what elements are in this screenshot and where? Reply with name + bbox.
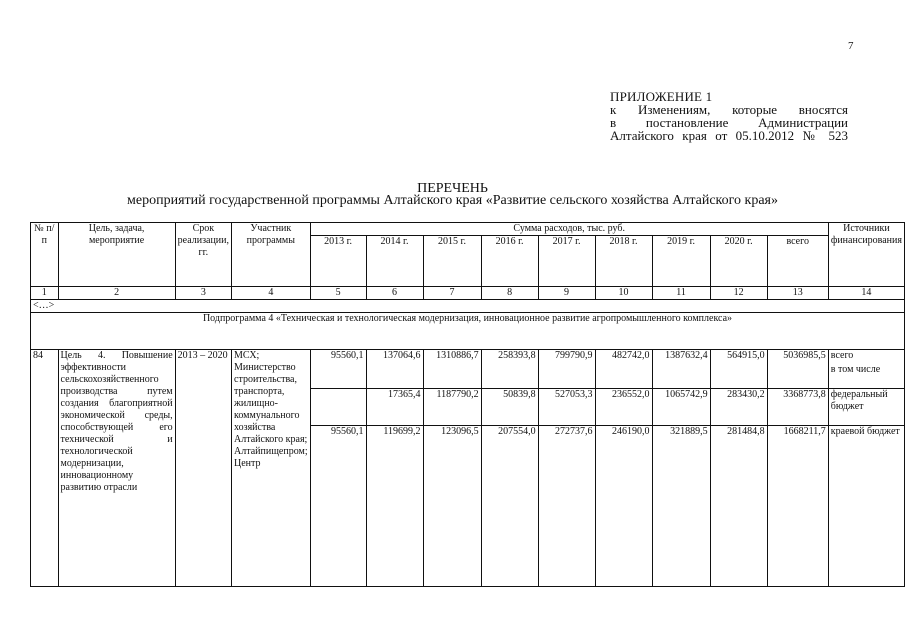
header-expenses: Сумма расходов, тыс. руб. (310, 223, 828, 236)
header-year: 2014 г. (366, 236, 423, 287)
value-cell: 207554,0 (481, 426, 538, 587)
value-cell: 1310886,7 (423, 350, 481, 365)
source-cell: всего (828, 350, 904, 365)
source-cell: федеральный бюджет (828, 389, 904, 426)
header-sources: Источники финансирования (828, 223, 904, 287)
value-cell: 95560,1 (310, 350, 366, 365)
column-number: 2 (58, 287, 175, 300)
value-cell: 799790,9 (538, 350, 595, 365)
header-year: 2013 г. (310, 236, 366, 287)
column-number: 9 (538, 287, 595, 300)
row-number: 84 (31, 350, 59, 587)
value-cell: 1387632,4 (652, 350, 710, 365)
value-cell: 123096,5 (423, 426, 481, 587)
value-cell: 246190,0 (595, 426, 652, 587)
header-participants: Участник программы (232, 223, 311, 287)
value-cell: 564915,0 (710, 350, 767, 365)
value-cell (423, 364, 481, 389)
value-cell: 17365,4 (366, 389, 423, 426)
header-row (31, 223, 905, 236)
value-cell: 527053,3 (538, 389, 595, 426)
column-number: 4 (232, 287, 311, 300)
header-num: № п/п (31, 223, 59, 287)
value-cell: 321889,5 (652, 426, 710, 587)
value-cell (767, 364, 828, 389)
row-participants: МСХ; Министерство строительства, транспорта, жилищно-коммунального хозяйства Алтайского края; Алтайпищепром; Центр (232, 350, 311, 587)
value-cell: 119699,2 (366, 426, 423, 587)
header-year: 2019 г. (652, 236, 710, 287)
table-row (31, 350, 905, 365)
value-cell (652, 364, 710, 389)
column-numbers-row (31, 287, 905, 300)
header-total: всего (767, 236, 828, 287)
column-number: 3 (175, 287, 231, 300)
header-year: 2016 г. (481, 236, 538, 287)
subprogram-title: Подпрограмма 4 «Техническая и технологическая модернизация, инновационное развитие агропромышленного комплекса» (31, 313, 905, 350)
ellipsis-marker: <…> (31, 300, 905, 313)
document-title: ПЕРЕЧЕНЬ (417, 181, 488, 196)
appendix-line: в постановление Администрации (610, 115, 848, 130)
column-number: 8 (481, 287, 538, 300)
value-cell: 236552,0 (595, 389, 652, 426)
value-cell (538, 364, 595, 389)
value-cell: 482742,0 (595, 350, 652, 365)
value-cell: 137064,6 (366, 350, 423, 365)
value-cell (481, 364, 538, 389)
value-cell (710, 364, 767, 389)
header-goal: Цель, задача, мероприятие (58, 223, 175, 287)
appendix-line: к Изменениям, которые вносятся (610, 102, 848, 117)
value-cell: 283430,2 (710, 389, 767, 426)
column-number: 6 (366, 287, 423, 300)
value-cell: 1065742,9 (652, 389, 710, 426)
value-cell: 1668211,7 (767, 426, 828, 587)
value-cell: 272737,6 (538, 426, 595, 587)
appendix-block (610, 90, 848, 142)
header-year: 2017 г. (538, 236, 595, 287)
value-cell: 1187790,2 (423, 389, 481, 426)
header-year: 2020 г. (710, 236, 767, 287)
value-cell (310, 364, 366, 389)
value-cell: 3368773,8 (767, 389, 828, 426)
column-number: 14 (828, 287, 904, 300)
appendix-title: ПРИЛОЖЕНИЕ 1 (610, 89, 713, 104)
value-cell: 95560,1 (310, 426, 366, 587)
value-cell (595, 364, 652, 389)
row-goal: Цель 4. Повышение эффективности сельскохозяйственного производства путем создания благоприятной экономической среды, способствующей его технической и технологической модернизации, инновационному развитию отрасли (58, 350, 175, 587)
column-number: 12 (710, 287, 767, 300)
value-cell: 281484,8 (710, 426, 767, 587)
page-number: 7 (848, 40, 854, 52)
header-term: Срок реализации, гг. (175, 223, 231, 287)
source-cell: в том числе (828, 364, 904, 389)
row-term: 2013 – 2020 (175, 350, 231, 587)
value-cell: 258393,8 (481, 350, 538, 365)
column-number: 11 (652, 287, 710, 300)
document-subtitle: мероприятий государственной программы Алтайского края «Развитие сельского хозяйства Алтайского края» (127, 193, 778, 208)
value-cell (310, 389, 366, 426)
column-number: 13 (767, 287, 828, 300)
subprogram-row (31, 313, 905, 350)
expenses-table (30, 222, 905, 587)
value-cell: 5036985,5 (767, 350, 828, 365)
header-year: 2015 г. (423, 236, 481, 287)
column-number: 7 (423, 287, 481, 300)
column-number: 5 (310, 287, 366, 300)
header-year: 2018 г. (595, 236, 652, 287)
value-cell (366, 364, 423, 389)
appendix-line: Алтайского края от 05.10.2012 № 523 (610, 128, 848, 143)
value-cell: 50839,8 (481, 389, 538, 426)
column-number: 10 (595, 287, 652, 300)
column-number: 1 (31, 287, 59, 300)
source-cell: краевой бюджет (828, 426, 904, 587)
ellipsis-row (31, 300, 905, 313)
